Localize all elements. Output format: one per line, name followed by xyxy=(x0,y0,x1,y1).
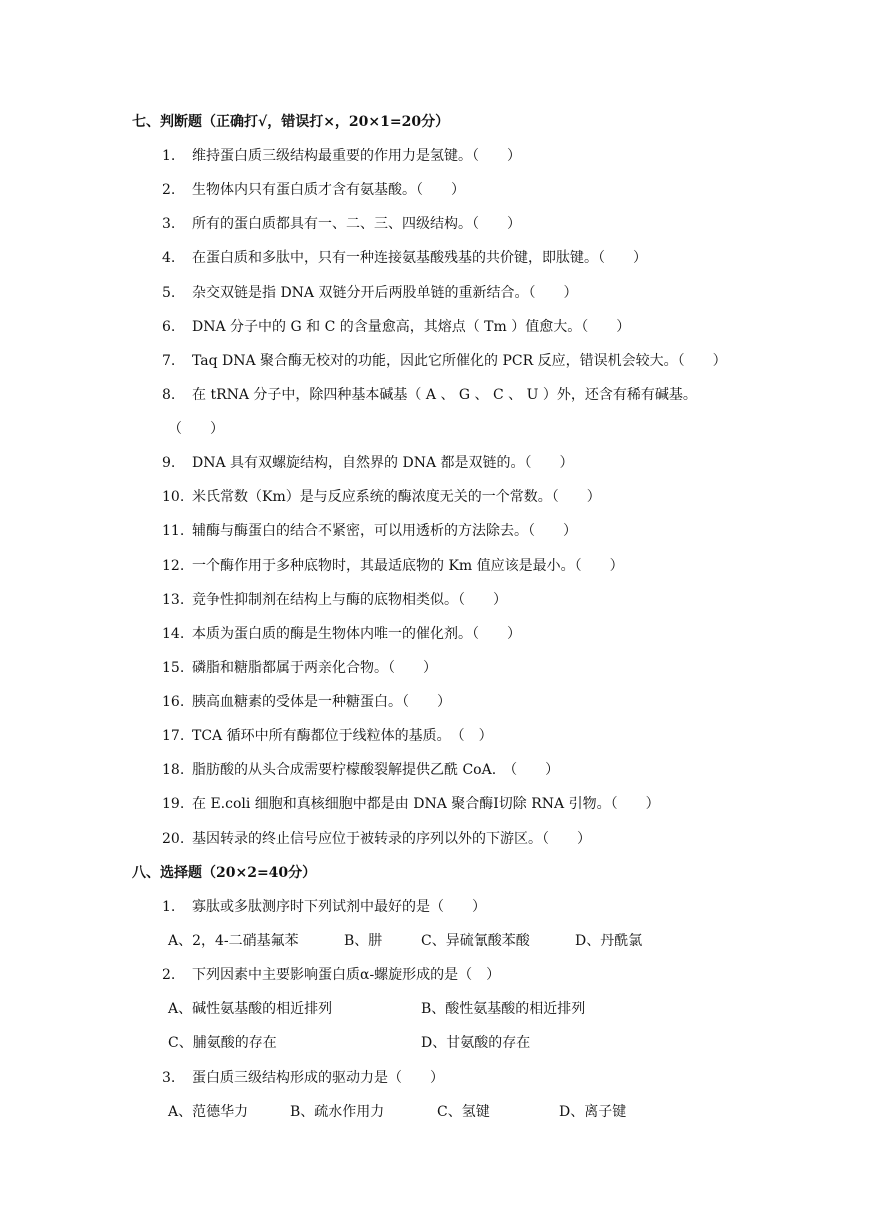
q2-option-c: C、脯氨酸的存在 xyxy=(168,1035,277,1051)
question-3: 3. 蛋白质三级结构形成的驱动力是（ ） xyxy=(162,1070,444,1086)
list-item: 3. 所有的蛋白质都具有一、二、三、四级结构。（ ） xyxy=(162,216,521,232)
list-item: 12. 一个酶作用于多种底物时，其最适底物的 Km 值应该是最小。（ ） xyxy=(162,558,624,574)
list-item: 8. 在 tRNA 分子中，除四种基本碱基（ A 、 G 、 C 、 U ）外，还含有稀有碱基。 xyxy=(162,387,697,403)
list-item: 7. Taq DNA 聚合酶无校对的功能，因此它所催化的 PCR 反应，错误机会较大。（ ） xyxy=(162,353,727,369)
list-item: 10. 米氏常数（Km）是与反应系统的酶浓度无关的一个常数。（ ） xyxy=(162,489,601,505)
list-item: 6. DNA 分子中的 G 和 C 的含量愈高，其熔点（ Tm ）值愈大。（ ） xyxy=(162,319,631,335)
list-item: 17. TCA 循环中所有酶都位于线粒体的基质。 （ ） xyxy=(162,728,493,744)
question-2: 2. 下列因素中主要影响蛋白质α-螺旋形成的是（ ） xyxy=(162,967,501,983)
list-item: 9. DNA 具有双螺旋结构，自然界的 DNA 都是双链的。（ ） xyxy=(162,455,574,471)
q1-option-d: D、丹酰氯 xyxy=(575,933,643,949)
list-item: 5. 杂交双链是指 DNA 双链分开后两股单链的重新结合。（ ） xyxy=(162,285,578,301)
q1-option-c: C、异硫氰酸苯酸 xyxy=(421,933,530,949)
q2-option-b: B、酸性氨基酸的相近排列 xyxy=(421,1001,586,1017)
list-item: 1. 维持蛋白质三级结构最重要的作用力是氢键。（ ） xyxy=(162,148,521,164)
list-item: 4. 在蛋白质和多肽中，只有一种连接氨基酸残基的共价键，即肽键。（ ） xyxy=(162,250,647,266)
q1-option-b: B、肼 xyxy=(344,933,383,949)
q1-option-a: A、2，4-二硝基氟苯 xyxy=(168,933,299,949)
list-item: 13. 竞争性抑制剂在结构上与酶的底物相类似。（ ） xyxy=(162,592,507,608)
list-item: 20. 基因转录的终止信号应位于被转录的序列以外的下游区。（ ） xyxy=(162,831,591,847)
q3-option-c: C、氢键 xyxy=(437,1104,490,1120)
q2-option-a: A、碱性氨基酸的相近排列 xyxy=(168,1001,333,1017)
q3-option-d: D、离子键 xyxy=(559,1104,627,1120)
section-title-choice: 八、选择题（20×2=40分） xyxy=(132,865,317,881)
list-item: 19. 在 E.coli 细胞和真核细胞中都是由 DNA 聚合酶Ⅰ切除 RNA 引物。（ ） xyxy=(162,796,660,812)
list-item: 11. 辅酶与酶蛋白的结合不紧密，可以用透析的方法除去。（ ） xyxy=(162,523,577,539)
q3-option-a: A、范德华力 xyxy=(168,1104,249,1120)
q2-option-d: D、甘氨酸的存在 xyxy=(421,1035,531,1051)
list-item: 16. 胰高血糖素的受体是一种糖蛋白。（ ） xyxy=(162,694,451,710)
list-item: 2. 生物体内只有蛋白质才含有氨基酸。（ ） xyxy=(162,182,465,198)
section-title-judge: 七、判断题（正确打√，错误打×，20×1=20分） xyxy=(132,114,450,130)
list-item-continuation: （ ） xyxy=(168,421,224,437)
list-item: 18. 脂肪酸的从头合成需要柠檬酸裂解提供乙酰 CoA. （ ） xyxy=(162,762,560,778)
question-1: 1. 寡肽或多肽测序时下列试剂中最好的是（ ） xyxy=(162,899,486,915)
list-item: 15. 磷脂和糖脂都属于两亲化合物。（ ） xyxy=(162,660,437,676)
list-item: 14. 本质为蛋白质的酶是生物体内唯一的催化剂。（ ） xyxy=(162,626,521,642)
q3-option-b: B、疏水作用力 xyxy=(290,1104,385,1120)
